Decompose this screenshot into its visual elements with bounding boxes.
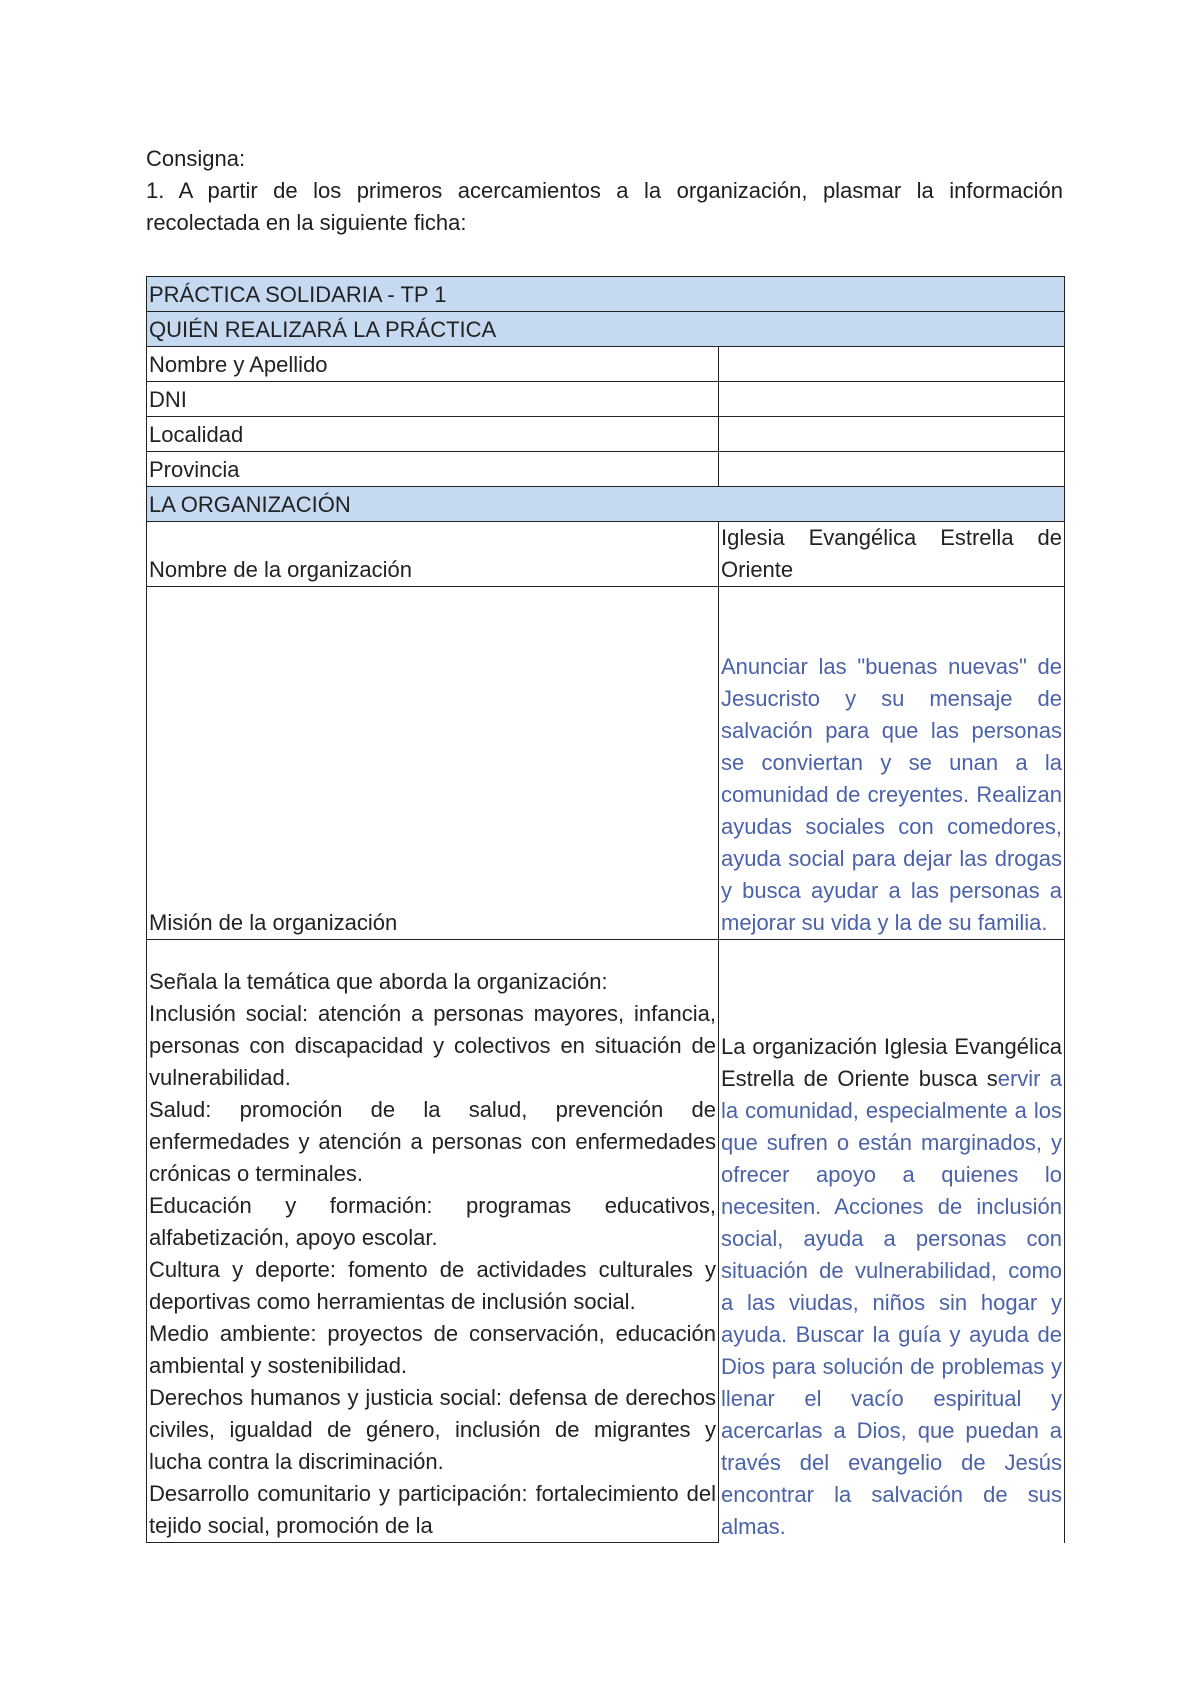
theme-item: Medio ambiente: proyectos de conservación, educación ambiental y sostenibilidad. <box>149 1321 716 1378</box>
table-title: PRÁCTICA SOLIDARIA - TP 1 <box>147 277 1065 312</box>
field-value-name[interactable] <box>719 347 1065 382</box>
mission-label: Misión de la organización <box>147 587 719 940</box>
theme-item: Educación y formación: programas educativos, alfabetización, apoyo escolar. <box>149 1193 716 1250</box>
field-label: Localidad <box>147 417 719 452</box>
theme-answer <box>719 940 1065 1543</box>
instructions-text: 1. A partir de los primeros acercamientos a la organización, plasmar la información recolectada en la siguiente ficha: <box>146 178 1063 235</box>
theme-answer-detail: ervir a la comunidad, especialmente a los que sufren o están marginados, y ofrecer apoyo a quienes lo necesiten. Acciones de inclusión social, ayuda a personas con situación de vulnerabilidad, como a las viudas, niños sin hogar y ayuda. Buscar la guía y ayuda de Dios para solución de problemas y llenar el vacío espiritual y acercarlas a Dios, que puedan a través del evangelio de Jesús encontrar la salvación de sus almas. <box>721 1065 1063 1539</box>
field-row-name <box>147 347 1065 382</box>
mission-value: Anunciar las "buenas nuevas" de Jesucristo y su mensaje de salvación para que las personas se conviertan y se unan a la comunidad de creyentes. Realizan ayudas sociales con comedores, ayuda social para dejar las drogas y busca ayudar a las personas a mejorar su vida y la de su familia. <box>719 587 1065 940</box>
field-row-province <box>147 452 1065 487</box>
instructions <box>146 143 1063 239</box>
theme-label: Señala la temática que aborda la organización: <box>149 969 608 994</box>
mission-row <box>147 587 1065 940</box>
field-value-locality[interactable] <box>719 417 1065 452</box>
theme-item: Salud: promoción de la salud, prevención de enfermedades y atención a personas con enfermedades crónicas o terminales. <box>149 1097 716 1186</box>
field-label: DNI <box>147 382 719 417</box>
org-name-row <box>147 522 1065 587</box>
theme-item: Inclusión social: atención a personas mayores, infancia, personas con discapacidad y colectivos en situación de vulnerabilidad. <box>149 1001 716 1090</box>
table-title-row <box>147 277 1065 312</box>
field-row-dni <box>147 382 1065 417</box>
field-value-province[interactable] <box>719 452 1065 487</box>
field-value-dni[interactable] <box>719 382 1065 417</box>
field-label: Provincia <box>147 452 719 487</box>
theme-item: Derechos humanos y justicia social: defensa de derechos civiles, igualdad de género, inclusión de migrantes y lucha contra la discriminación. <box>149 1385 716 1474</box>
instructions-heading: Consigna: <box>146 146 246 171</box>
section-org-row <box>147 487 1065 522</box>
theme-answer-intro: La organización Iglesia Evangélica Estrella de Oriente busca s <box>721 1033 1063 1091</box>
section-person-heading: QUIÉN REALIZARÁ LA PRÁCTICA <box>147 312 1065 347</box>
theme-item: Cultura y deporte: fomento de actividades culturales y deportivas como herramientas de inclusión social. <box>149 1257 716 1314</box>
section-person-row <box>147 312 1065 347</box>
field-label: Nombre y Apellido <box>147 347 719 382</box>
field-row-locality <box>147 417 1065 452</box>
org-name-label: Nombre de la organización <box>147 522 719 587</box>
practice-form-table <box>146 276 1065 1543</box>
theme-row <box>147 940 1065 1543</box>
section-org-heading: LA ORGANIZACIÓN <box>147 487 1065 522</box>
theme-cell <box>147 940 719 1543</box>
org-name-value: Iglesia Evangélica Estrella de Oriente <box>719 522 1065 587</box>
theme-item: Desarrollo comunitario y participación: fortalecimiento del tejido social, promoción de la <box>149 1481 716 1538</box>
